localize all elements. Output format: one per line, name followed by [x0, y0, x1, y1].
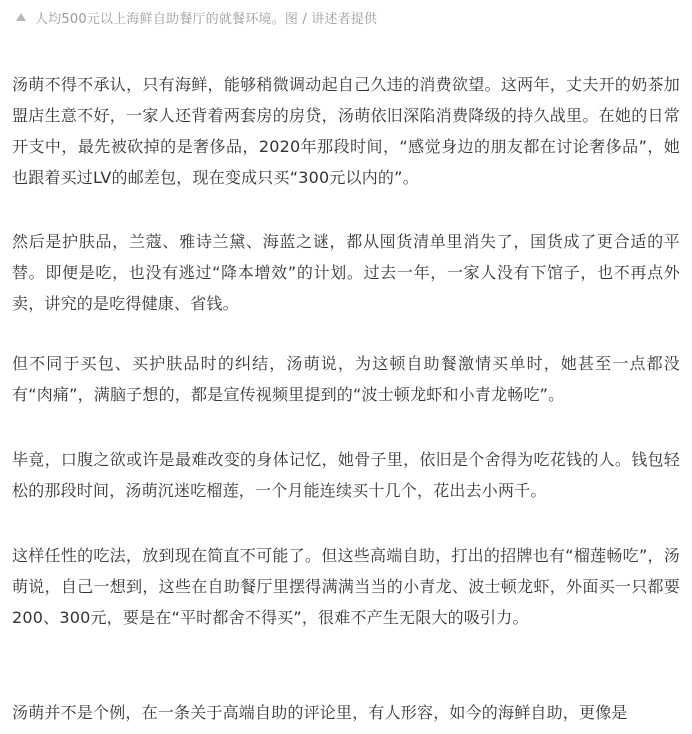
image-caption	[16, 7, 377, 27]
paragraph-6: 汤萌并不是个例，在一条关于高端自助的评论里，有人形容，如今的海鲜自助，更像是	[12, 703, 628, 722]
caption-text: 人均500元以上海鲜自助餐厅的就餐环境。图 / 讲述者提供	[35, 11, 378, 27]
paragraph-3: 但不同于买包、买护肤品时的纠结，汤萌说，为这顿自助餐激情买单时，她甚至一点都没有“肉痛”，满脑子想的，都是宣传视频里提到的“波士顿龙虾和小青龙畅吃”。	[12, 354, 680, 404]
paragraph-1: 汤萌不得不承认，只有海鲜，能够稍微调动起自己久违的消费欲望。这两年，丈夫开的奶茶加盟店生意不好，一家人还背着两套房的房贷，汤萌依旧深陷消费降级的持久战里。在她的日常开支中，最先被砍掉的是奢侈品，2020年那段时间，“感觉身边的朋友都在讨论奢侈品”，她也跟着买过LV的邮差包，现在变成只买“300元以内的”。	[12, 75, 680, 187]
paragraph-2: 然后是护肤品，兰蔻、雅诗兰黛、海蓝之谜，都从囤货清单里消失了，国货成了更合适的平替。即便是吃，也没有逃过“降本增效”的计划。过去一年，一家人没有下馆子，也不再点外卖，讲究的是吃得健康、省钱。	[12, 232, 680, 313]
paragraph-5: 这样任性的吃法，放到现在简直不可能了。但这些高端自助，打出的招牌也有“榴莲畅吃”，汤萌说，自己一想到，这些在自助餐厅里摆得满满当当的小青龙、波士顿龙虾，外面买一只都要200、300元，要是在“平时都舍不得买”，很难不产生无限大的吸引力。	[12, 546, 680, 627]
triangle-up-icon	[16, 13, 26, 21]
paragraph-4: 毕竟，口腹之欲或许是最难改变的身体记忆，她骨子里，依旧是个舍得为吃花钱的人。钱包轻松的那段时间，汤萌沉迷吃榴莲，一个月能连续买十几个，花出去小两千。	[12, 450, 680, 500]
